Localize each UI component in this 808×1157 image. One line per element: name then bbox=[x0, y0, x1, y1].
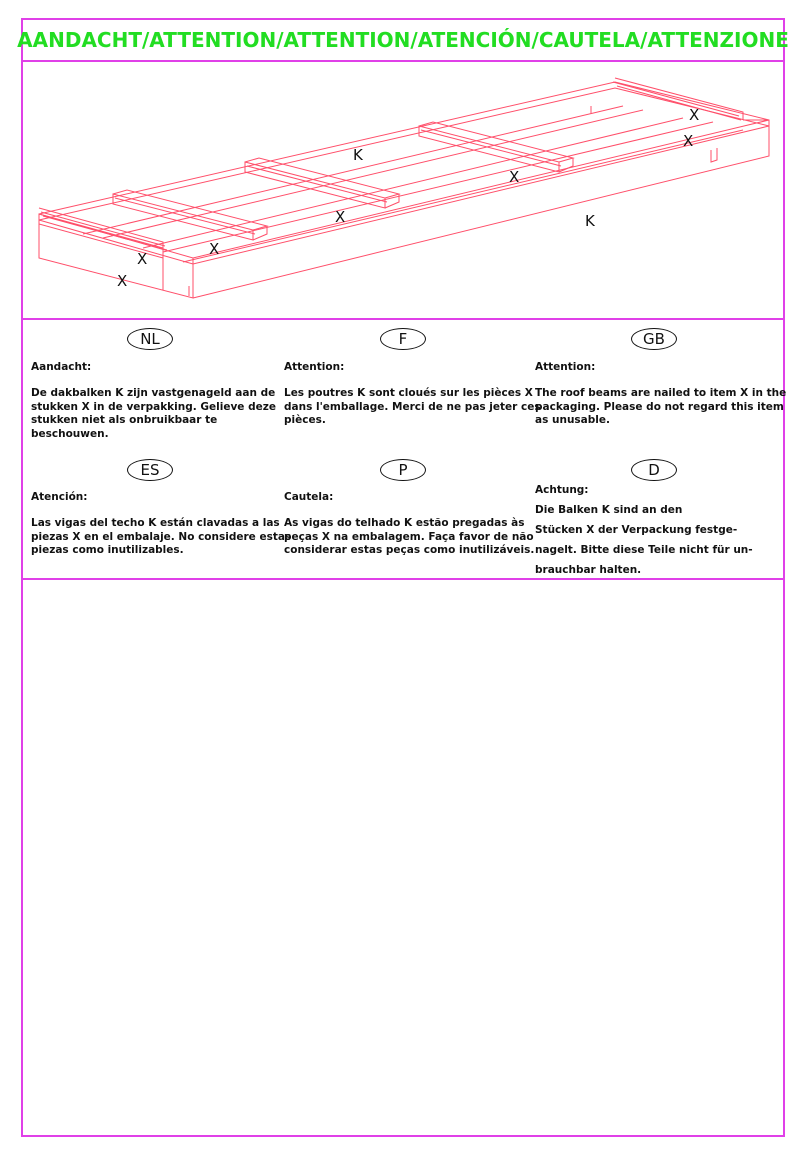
body-line: brauchbar halten. bbox=[535, 564, 642, 576]
section-heading: Attention: bbox=[284, 361, 345, 373]
page-title: AANDACHT/ATTENTION/ATTENTION/ATENCIÓN/CAUTELA/ATTENZIONE bbox=[17, 28, 789, 52]
body-line: Las vigas del techo K están clavadas a las bbox=[31, 517, 280, 529]
page-frame bbox=[17, 18, 789, 1137]
label-x-4: X bbox=[335, 208, 346, 226]
packaging-drawing bbox=[23, 62, 783, 320]
drawing-lines bbox=[39, 78, 769, 298]
label-x-6: X bbox=[137, 250, 148, 268]
body-line: beschouwen. bbox=[31, 427, 109, 440]
body-line: peças X na embalagem. Faça favor de não bbox=[284, 530, 534, 543]
language-badge-es: ES bbox=[127, 459, 173, 481]
section-body bbox=[284, 517, 535, 558]
roof-beam-illustration bbox=[23, 62, 783, 318]
language-badge-d: D bbox=[631, 459, 677, 481]
language-badge-nl: NL bbox=[127, 328, 173, 350]
body-line: pièces. bbox=[284, 414, 326, 426]
label-k-right: K bbox=[585, 212, 595, 230]
body-line: As vigas do telhado K estão pregadas às bbox=[284, 517, 525, 529]
label-x-3: X bbox=[509, 168, 520, 186]
body-line: piezas X en el embalaje. No considere estas bbox=[31, 530, 292, 543]
section-heading: Achtung: bbox=[535, 484, 589, 496]
section-body bbox=[31, 517, 292, 558]
body-line: dans l'emballage. Merci de ne pas jeter ces bbox=[284, 400, 541, 413]
language-badge-f: F bbox=[380, 328, 426, 350]
label-x-1: X bbox=[689, 106, 700, 124]
section-body bbox=[535, 387, 787, 428]
body-line: nagelt. Bitte diese Teile nicht für un- bbox=[535, 544, 753, 556]
section-body bbox=[284, 387, 541, 428]
language-sections bbox=[23, 320, 787, 580]
body-line: stukken niet als onbruikbaar te bbox=[31, 414, 218, 426]
section-heading: Aandacht: bbox=[31, 361, 92, 373]
section-body bbox=[31, 387, 276, 441]
title-row bbox=[17, 20, 789, 62]
body-line: Les poutres K sont cloués sur les pièces X bbox=[284, 387, 533, 399]
body-line: as unusable. bbox=[535, 414, 610, 426]
section-heading: Cautela: bbox=[284, 491, 334, 503]
language-badge-p: P bbox=[380, 459, 426, 481]
label-x-5: X bbox=[209, 240, 220, 258]
body-line: De dakbalken K zijn vastgenageld aan de bbox=[31, 387, 276, 399]
body-line: stukken X in de verpakking. Gelieve deze bbox=[31, 400, 276, 413]
language-badge-gb: GB bbox=[631, 328, 677, 350]
label-x-7: X bbox=[117, 272, 128, 290]
section-body bbox=[535, 500, 773, 580]
label-x-2: X bbox=[683, 132, 694, 150]
body-line: considerar estas peças como inutilizáveis. bbox=[284, 544, 535, 556]
body-line: Stücken X der Verpackung festge- bbox=[535, 524, 738, 536]
section-heading: Atención: bbox=[31, 491, 88, 503]
section-heading: Attention: bbox=[535, 361, 596, 373]
body-line: packaging. Please do not regard this item bbox=[535, 400, 784, 413]
body-line: The roof beams are nailed to item X in the bbox=[535, 387, 787, 399]
body-line: piezas como inutilizables. bbox=[31, 544, 184, 556]
body-line: Die Balken K sind an den bbox=[535, 504, 683, 516]
label-k-top: K bbox=[353, 146, 363, 164]
